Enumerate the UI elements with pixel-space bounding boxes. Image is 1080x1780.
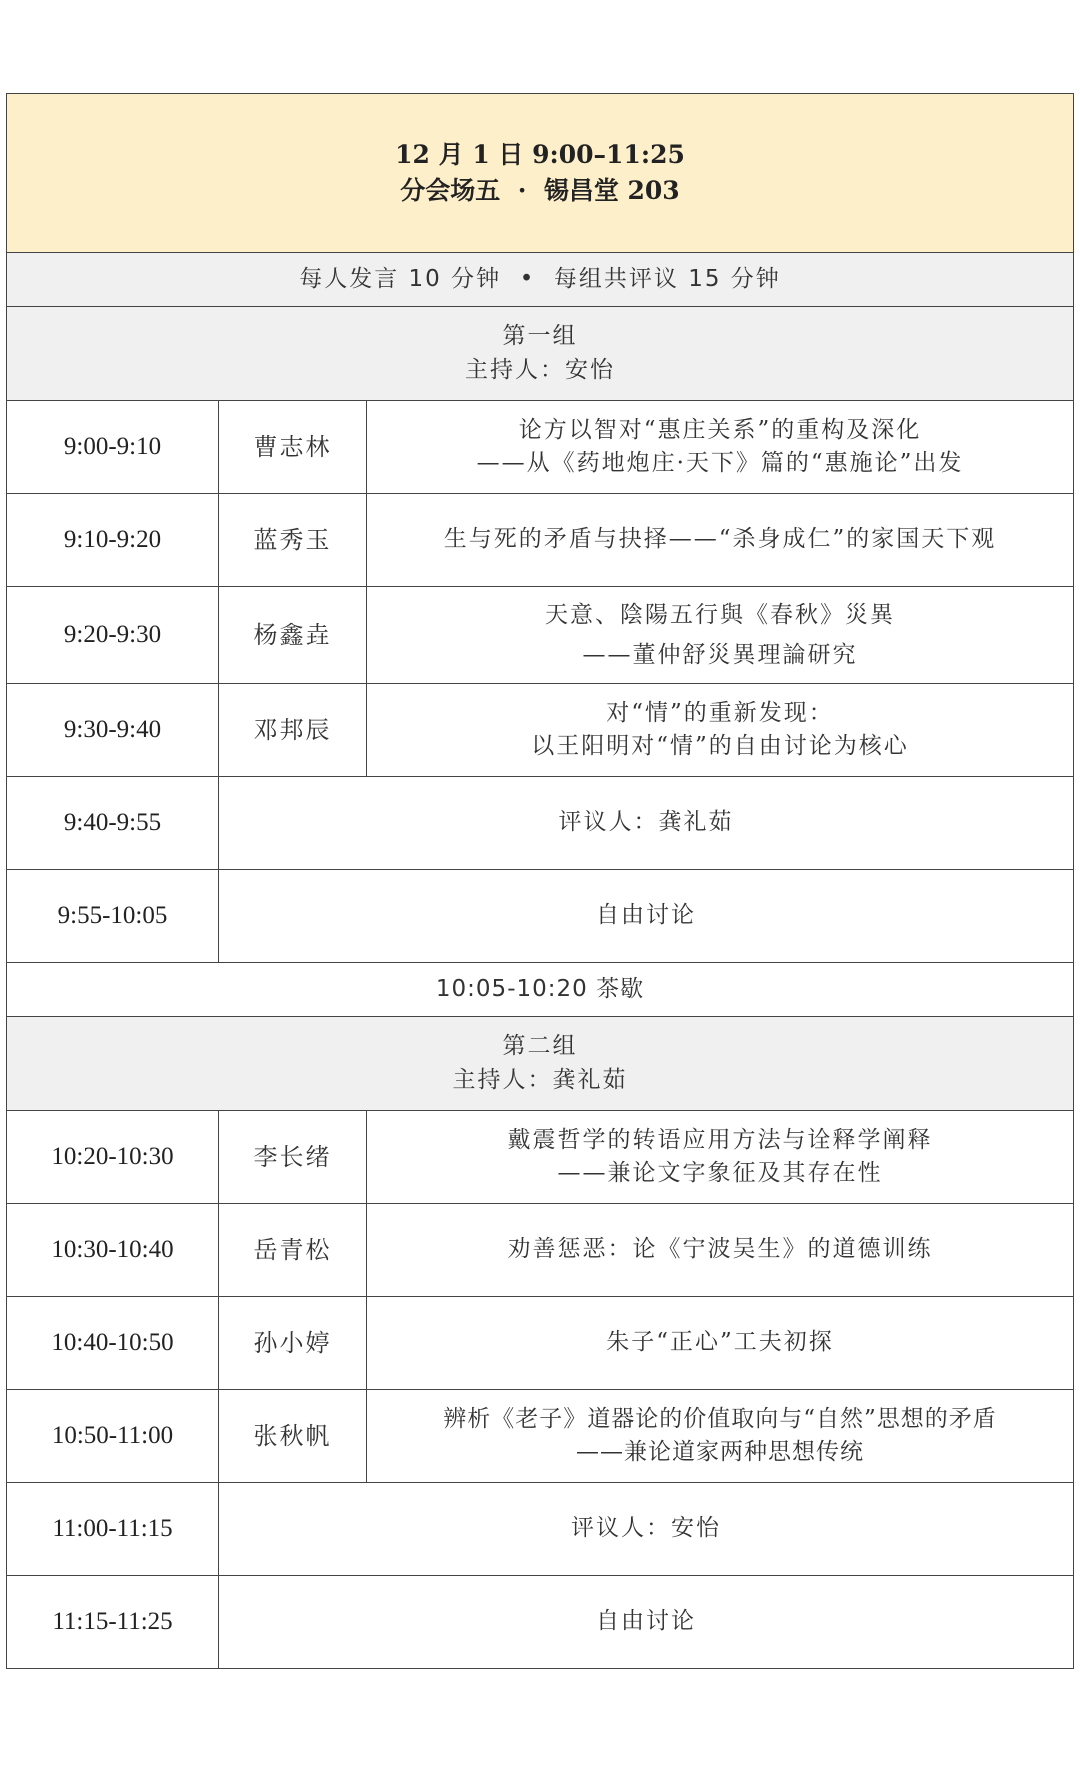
paper-title — [367, 587, 1074, 684]
discussion-row — [7, 870, 1074, 963]
commentary-row — [7, 777, 1074, 870]
table-row — [7, 1204, 1074, 1297]
table-row — [7, 494, 1074, 587]
paper-title-line: 论方以智对“惠庄关系”的重构及深化 — [518, 416, 922, 443]
commentary-row — [7, 1483, 1074, 1576]
time-slot: 10:50-11:00 — [7, 1390, 219, 1483]
group1-header-row — [7, 307, 1074, 401]
speaker-name: 蓝秀玉 — [219, 494, 367, 587]
time-slot: 9:20-9:30 — [7, 587, 219, 684]
session-header-row — [7, 94, 1074, 253]
paper-title — [367, 1390, 1074, 1483]
table-row — [7, 684, 1074, 777]
session-date-time: 12 月 1 日 9:00–11:25 — [395, 139, 685, 169]
tea-break: 10:05-10:20 茶歇 — [7, 963, 1074, 1017]
group1-host: 主持人：安怡 — [465, 356, 615, 383]
speaker-name: 李长绪 — [219, 1111, 367, 1204]
paper-title — [367, 1297, 1074, 1390]
commentator: 评议人：龚礼茹 — [219, 777, 1074, 870]
paper-title — [367, 494, 1074, 587]
speaker-name: 张秋帆 — [219, 1390, 367, 1483]
paper-title-line: 辨析《老子》道器论的价值取向与“自然”思想的矛盾 — [443, 1405, 997, 1432]
paper-subtitle-line: 以王阳明对“情”的自由讨论为核心 — [531, 733, 909, 759]
time-slot: 10:40-10:50 — [7, 1297, 219, 1390]
free-discussion: 自由讨论 — [219, 870, 1074, 963]
time-slot: 9:55-10:05 — [7, 870, 219, 963]
paper-subtitle-line: ——兼论道家两种思想传统 — [576, 1439, 864, 1465]
time-slot: 11:15-11:25 — [7, 1576, 219, 1669]
discussion-row — [7, 1576, 1074, 1669]
paper-title — [367, 1204, 1074, 1297]
paper-title-line: 生与死的矛盾与抉择——“杀身成仁”的家国天下观 — [443, 526, 997, 553]
paper-subtitle-line: ——兼论文字象征及其存在性 — [557, 1160, 883, 1186]
paper-subtitle-line: ——从《药地炮庄·天下》篇的“惠施论”出发 — [476, 450, 964, 476]
table-row — [7, 1297, 1074, 1390]
group1-name: 第一组 — [502, 323, 578, 350]
speaker-name: 孙小婷 — [219, 1297, 367, 1390]
table-row — [7, 401, 1074, 494]
time-slot: 9:40-9:55 — [7, 777, 219, 870]
table-row — [7, 587, 1074, 684]
table-row — [7, 1390, 1074, 1483]
group2-name: 第二组 — [502, 1033, 578, 1060]
speaking-notice: 每人发言 10 分钟 • 每组共评议 15 分钟 — [7, 253, 1074, 307]
paper-title-line: 对“情”的重新发现： — [606, 699, 834, 726]
tea-break-row — [7, 963, 1074, 1017]
notice-row — [7, 253, 1074, 307]
session-header — [7, 94, 1074, 253]
schedule-table — [6, 93, 1074, 1669]
time-slot: 11:00-11:15 — [7, 1483, 219, 1576]
time-slot: 10:20-10:30 — [7, 1111, 219, 1204]
paper-title-line: 戴震哲学的转语应用方法与诠释学阐释 — [507, 1126, 933, 1153]
time-slot: 10:30-10:40 — [7, 1204, 219, 1297]
speaker-name: 杨鑫垚 — [219, 587, 367, 684]
paper-title — [367, 684, 1074, 777]
time-slot: 9:00-9:10 — [7, 401, 219, 494]
paper-title-line: 劝善惩恶：论《宁波吴生》的道德训练 — [507, 1236, 933, 1263]
speaker-name: 曹志林 — [219, 401, 367, 494]
free-discussion: 自由讨论 — [219, 1576, 1074, 1669]
speaker-name: 岳青松 — [219, 1204, 367, 1297]
speaker-name: 邓邦辰 — [219, 684, 367, 777]
commentator: 评议人：安怡 — [219, 1483, 1074, 1576]
paper-title-line: 天意、陰陽五行與《春秋》災異 — [545, 601, 895, 628]
group2-header — [7, 1017, 1074, 1111]
paper-title — [367, 401, 1074, 494]
group2-host: 主持人：龚礼茹 — [452, 1066, 628, 1093]
time-slot: 9:10-9:20 — [7, 494, 219, 587]
paper-subtitle-line: ——董仲舒災異理論研究 — [582, 642, 858, 668]
group1-header — [7, 307, 1074, 401]
paper-title-line: 朱子“正心”工夫初探 — [606, 1329, 834, 1356]
group2-header-row — [7, 1017, 1074, 1111]
session-venue: 分会场五 · 锡昌堂 203 — [400, 176, 680, 205]
time-slot: 9:30-9:40 — [7, 684, 219, 777]
table-row — [7, 1111, 1074, 1204]
paper-title — [367, 1111, 1074, 1204]
